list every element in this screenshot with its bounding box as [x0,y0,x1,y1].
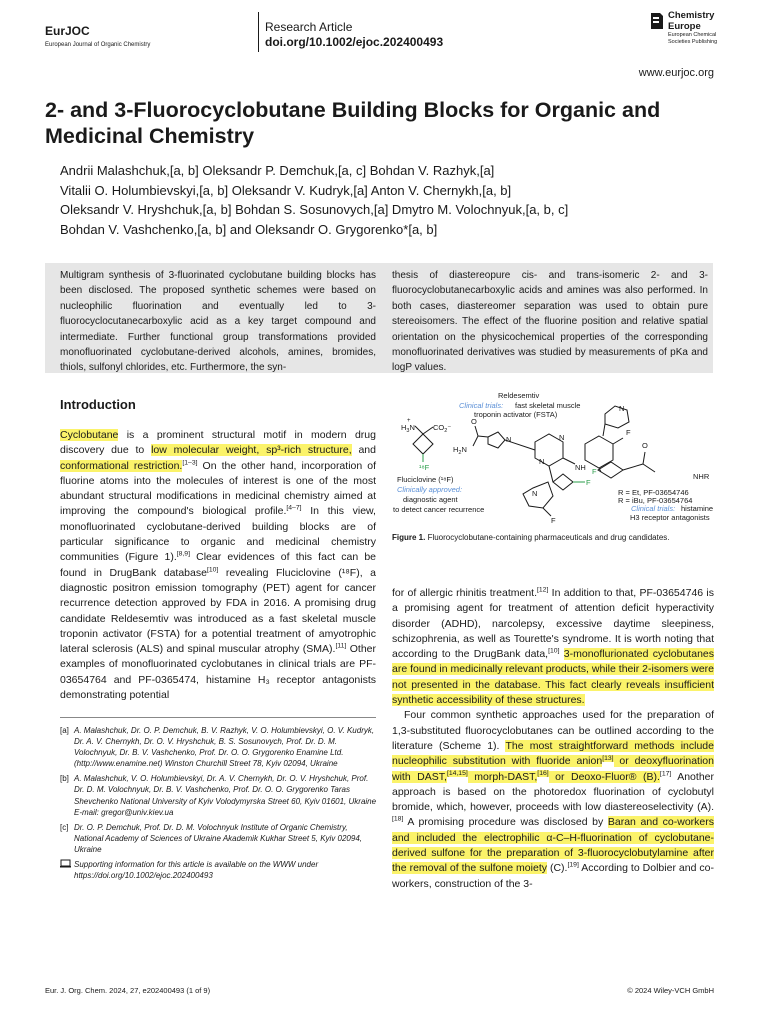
cyclobutane-ring [413,434,433,454]
text: and [351,444,376,457]
label-diagnostic-2: to detect cancer recurrence [393,505,485,514]
text: Four common synthetic approaches used for the preparation of 1,3-substituted fluorocyclobutanes can be outlined according to the literature (Scheme 1). [392,709,714,752]
label-fluciclovine: Fluciclovine (¹⁸F) [397,475,454,484]
text: for of allergic rhinitis treatment. [392,587,537,599]
svg-text:O: O [471,417,477,426]
svg-text:N: N [506,435,512,444]
highlight: or Deoxo-Fluor® (B). [548,770,660,783]
label-clinical-trials-2: Clinical trials: [631,504,676,513]
label-diagnostic-1: diagnostic agent [403,495,458,504]
cyclobutane-ring [598,462,623,478]
highlight: Baran and co-workers and included the electrophilic α-C–H-fluorination of cyclobutane-derived sulfone for the preparation of 3-fluorocyclobutylamine after the removal of the sulfone moiety [392,816,714,875]
svg-text:F: F [592,467,597,476]
pyridine-ring [523,482,553,508]
label-r-et: R = Et, PF-03654746 [618,488,689,497]
svg-text:N: N [532,489,538,498]
footnote-label: [c] [60,822,69,832]
right-column-text [392,586,714,892]
label-histamine: histamine [681,504,714,513]
text: In this view, monofluorinated cyclobutane-derived building blocks are of particular significance to organic and medicinal chemistry communities (Figure 1). [60,505,376,564]
citation[interactable]: [13] [602,754,614,762]
svg-text:N: N [559,433,565,442]
journal-name: EurJOC [45,24,90,38]
footnote-label: [b] [60,774,69,784]
author-list [60,161,720,239]
figure-1-structures [393,392,715,530]
author-line: Andrii Malashchuk,[a, b] Oleksandr P. Demchuk,[a, c] Bohdan V. Razhyk,[a] [60,163,495,178]
chemistry-europe-logo-icon [650,12,664,30]
footer-citation: Eur. J. Org. Chem. 2024, 27, e202400493 (1 of 9) [45,986,211,995]
abstract-left: Multigram synthesis of 3-fluorinated cyclobutane building blocks has been disclosed. The proposed synthetic schemes were based on nucleophilic fluorination and eventually led to 3-fluorocyclocutanecarboxylic acid as a key target compound and intermediate. Further functional group transformations provided monofluorinated cyclobutane-derived alcohols, amines, bromides, thiols, sulfonyl chlorides, etc. Furthermore, the syn- [60,270,376,374]
footnote-a: A. Malashchuk, Dr. O. P. Demchuk, B. V. Razhyk, V. O. Holumbievskyi, O. V. Kudryk, Dr. A. V. Chernykh, Dr. O. V. Hryshchuk, B. S. Sosunovych, Prof. Dr. D. M. Volochnyuk, Dr. B. V. Vashchenko, Prof. Dr. O. O. Grygorenko Enamine Ltd. (http://www.enamine.net) Winston Churchill Street 78, Kyiv 02094, Ukraine [74,726,375,769]
article-title: 2- and 3-Fluorocyclobutane Building Blocks for Organic and Medicinal Chemistry [45,98,661,148]
text: A promising procedure was disclosed by [403,816,608,829]
citation[interactable]: [10] [548,647,560,655]
highlight: 3-monoflurionated cyclobutanes are found in medicinally relevant products, while their 2-isomers were not presented in the database. This fact clearly reveals insufficient synthetic accessibility of these structures. [392,648,714,707]
text: (C). [547,862,568,875]
author-line: Bohdan V. Vashchenko,[a, b] and Oleksandr O. Grygorenko*[a, b] [60,221,438,237]
label-fsta-1: fast skeletal muscle [515,401,581,410]
pyrrolidine-ring [605,406,629,428]
journal-full-name: European Journal of Organic Chemistry [45,42,151,48]
text: Another approach is based on the photoredox fluorination of cyclobutyl bromide, which, however, proceeds with low diastereoselectivity (A). [392,770,714,814]
author-line: Vitalii O. Holumbievskyi,[a, b] Oleksandr V. Kudryk,[a] Anton V. Chernykh,[a, b] [60,182,512,198]
caption-text: Fluorocyclobutane-containing pharmaceuticals and drug candidates. [425,533,670,542]
svg-text:H2N: $H_2N$ [453,445,467,456]
abstract-box [45,263,713,373]
journal-website-link[interactable]: www.eurjoc.org [638,67,714,79]
text: Clear evidences of this fact can be found in DrugBank database [60,551,377,579]
svg-text:N: N [619,404,625,413]
pyrrole-ring [488,432,505,448]
footnote-b: A. Malashchuk, V. O. Holumbievskyi, Dr. A. V. Chernykh, Dr. O. V. Hryshchuk, Prof. Dr. D. M. Volochnyuk, Dr. B. V. Vashchenko, Prof. Dr. O. O. Grygorenko Taras Shevchenko National University of Kyiv Volodymyrska Street 60, Kyiv 01601, Ukraine E-mail: gregor@univ.kiev.ua [74,774,377,817]
svg-text:F: F [551,516,556,525]
svg-text:CO2⁻: $CO_2^-$ [433,423,452,434]
publisher-subtitle: European Chemical Societies Publishing [668,32,718,45]
text: In addition to that, PF-03654746 is a promising agent for treatment of attention deficit hyperactivity disorder (ADHD), narcolepsy, excessive daytime sleepiness, schizophrenia, as well as Tourette's syndrome. It is worth noting that according to the DrugBank data, [392,587,714,661]
paragraph [392,708,714,892]
paragraph [392,586,714,708]
highlight: morph-DAST, [467,770,538,783]
svg-text:N: N [539,457,545,466]
citation[interactable]: [1–3] [182,459,198,467]
svg-text:O: O [642,441,648,450]
abstract-right: thesis of diastereopure cis- and trans-isomeric 2- and 3-fluorocyclobutanecarboxylic acids and amines was also performed. In both cases, diastereomer separation was used to obtain pure stereoisomers. The effect of the fluorine position and relative spatial orientation on the physicochemical properties of the corresponding monofluorinated derivatives was studied by measurements of pKa and logP values. [392,270,708,374]
highlight: conformational restriction. [60,459,183,472]
cyclobutane-ring [553,474,573,490]
svg-text:H3N: $H_3N$ [401,423,415,434]
highlight: The most straightforward methods include nucleophilic substitution with fluoride anion [392,739,714,768]
text: On the other hand, incorporation of fluorine atoms into the molecules of interest is one of the most abundant structural modifications in medicinal chemistry aimed at improving the compound's biological profile. [60,459,376,518]
label-reldesemtiv: Reldesemtiv [498,392,540,400]
figure-1-caption [392,532,714,543]
author-line: Oleksandr V. Hryshchuk,[a, b] Bohdan S. Sosunovych,[a] Dmytro M. Volochnyuk,[a, b, c] [60,202,569,217]
affiliation-footnotes [60,725,378,885]
citation[interactable]: [12] [537,586,549,594]
label-h3-antagonists: H3 receptor antagonists [630,513,710,522]
citation[interactable]: [11] [335,642,347,650]
doi-link[interactable]: doi.org/10.1002/ejoc.202400493 [265,35,444,49]
citation[interactable]: [16] [537,770,549,778]
citation[interactable]: [4–7] [286,504,302,512]
footnote-label: [a] [60,726,69,735]
section-heading-introduction: Introduction [60,397,136,412]
publisher-title: Chemistry Europe [668,10,715,32]
text: Other examples of monofluorinated cyclobutanes in clinical trials are PF-03654764 and PF-0365474, histamine H₃ receptor antagonists demonstrating potential [60,643,376,702]
citation[interactable]: [8,9] [176,550,190,558]
label-r-ibu: R = iBu, PF-03654764 [618,496,693,505]
header-divider [258,12,259,52]
supporting-info-link[interactable]: Supporting information for this article is available on the WWW under https://doi.org/10.1002/ejoc.202400493 [74,860,319,881]
label-clinically-approved: Clinically approved: [397,485,463,494]
citation[interactable]: [14,15] [446,770,468,778]
caption-label: Figure 1. [392,533,426,542]
svg-text:NH: NH [575,463,586,472]
article-type: Research Article [265,20,353,34]
svg-text:+: + [407,418,411,424]
citation[interactable]: [17] [659,770,672,778]
svg-text:NHR: NHR [693,472,710,481]
highlight: Cyclobutane [60,429,119,441]
highlight: or deoxyfluorination with DAST, [392,755,714,783]
intro-paragraph [60,428,376,703]
citation[interactable]: [18] [392,815,404,823]
label-fsta-2: troponin activator (FSTA) [474,410,558,419]
footnote-c: Dr. O. P. Demchuk, Prof. Dr. D. M. Volochnyuk Institute of Organic Chemistry, National Academy of Sciences of Ukraine Akademik Kukhar Street 5, Kyiv 02094, Ukraine [74,822,362,854]
text: According to Dolbier and co-workers, construction of the 3- [392,862,715,890]
text: revealing Fluciclovine (¹⁸F), a diagnostic positron emission tomography (PET) agent for cancer recurrence detection approved by FDA in 2016. A promising drug candidate Reldesemtiv was introduced as a fast skeletal muscle troponin activator (FSTA) for a potential treatment of amyotrophic lateral sclerosis (ALS) and spinal muscular atrophy (SMA). [60,566,376,656]
text: is a prominent structural motif in modern drug discovery due to [60,429,376,457]
highlight: low molecular weight, sp³-rich structure, [151,444,352,457]
svg-text:F: F [586,478,591,487]
citation[interactable]: [10] [206,566,219,574]
footer-copyright: © 2024 Wiley-VCH GmbH [627,986,714,995]
label-clinical-trials: Clinical trials: [459,401,504,410]
svg-text:F: F [626,428,631,437]
footnote-divider [60,717,376,718]
svg-text:¹⁸F: ¹⁸F [419,463,430,472]
supporting-info-icon [60,859,74,881]
citation[interactable]: [19] [567,861,579,869]
